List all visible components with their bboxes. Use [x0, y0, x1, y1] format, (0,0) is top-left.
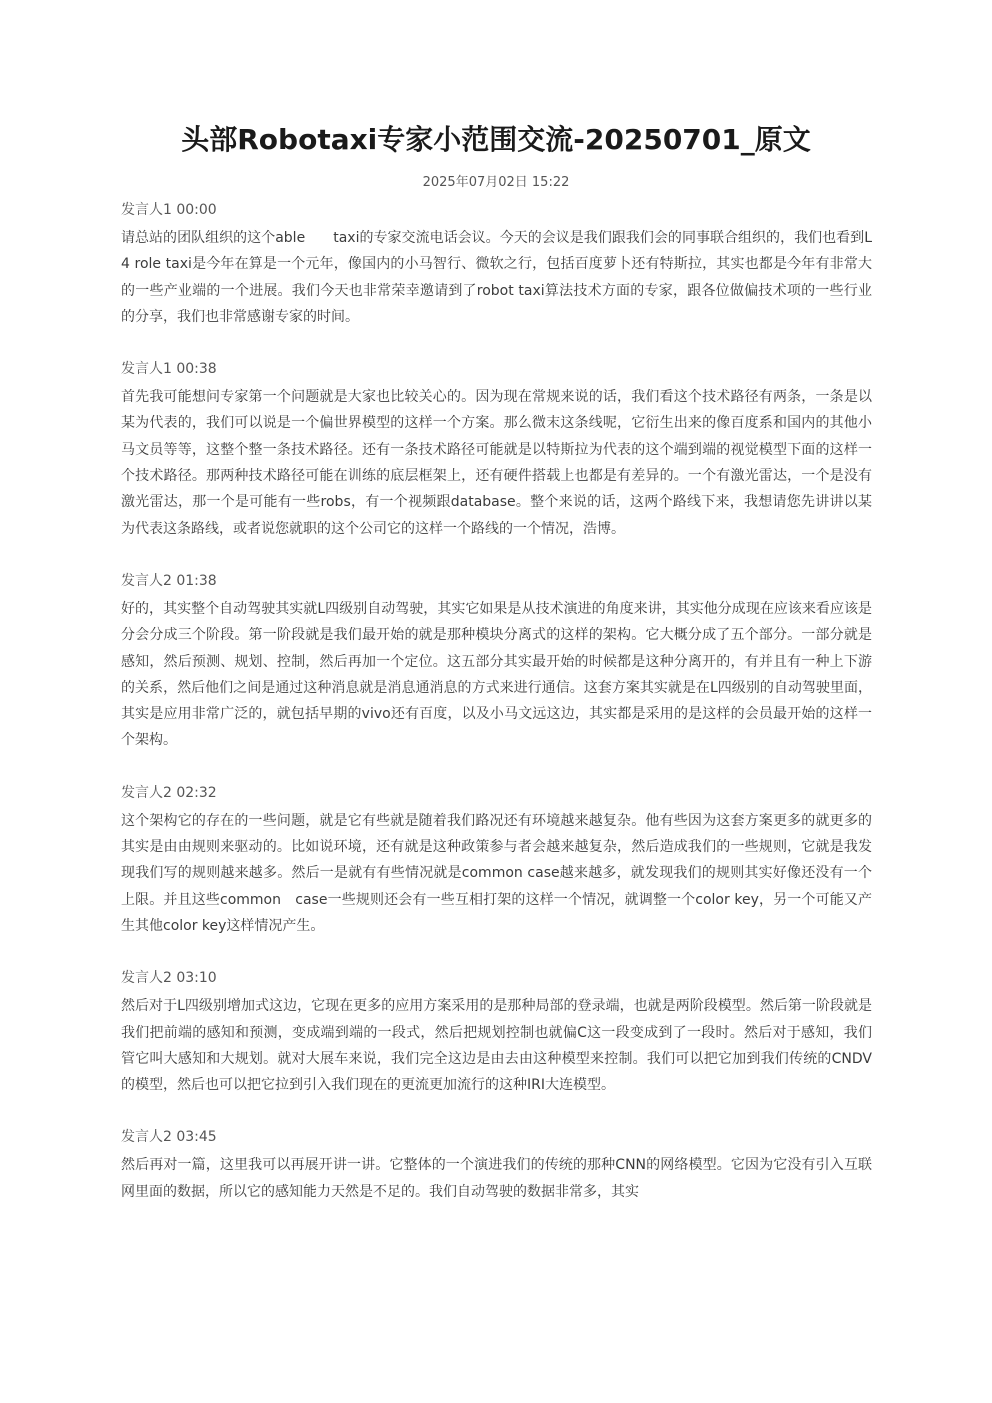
speech-paragraph: 请总站的团队组织的这个able taxi的专家交流电话会议。今天的会议是我们跟我们会的同事联合组织的，我们也看到L4 role taxi是今年在算是一个元年，像国内的小马智行、微软之行，包括百度萝卜还有特斯拉，其实也都是今年有非常大的一些产业端的一个进展。我们今天也非常荣幸邀请到了robot taxi算法技术方面的专家，跟各位做偏技术项的一些行业的分享，我们也非常感谢专家的时间。 [121, 230, 872, 325]
speaker-timestamp: 发言人2 03:10 [121, 970, 217, 987]
speech-paragraph: 好的，其实整个自动驾驶其实就L四级别自动驾驶，其实它如果是从技术演进的角度来讲，其实他分成现在应该来看应该是分会分成三个阶段。第一阶段就是我们最开始的就是那种模块分离式的这样的架构。它大概分成了五个部分。一部分就是感知，然后预测、规划、控制，然后再加一个定位。这五部分其实最开始的时候都是这种分离开的，有并且有一种上下游的关系，然后他们之间是通过这种消息就是消息通消息的方式来进行通信。这套方案其实就是在L四级别的自动驾驶里面，其实是应用非常广泛的，就包括早期的vivo还有百度，以及小马文远这边，其实都是采用的是这样的会员最开始的这样一个架构。 [121, 600, 872, 749]
document-title: 头部Robotaxi专家小范围交流-20250701_原文 [181, 123, 811, 156]
speaker-timestamp: 发言人2 02:32 [121, 784, 217, 801]
speech-paragraph: 首先我可能想问专家第一个问题就是大家也比较关心的。因为现在常规来说的话，我们看这个技术路径有两条，一条是以某为代表的，我们可以说是一个偏世界模型的这样一个方案。那么微末这条线呢，它衍生出来的像百度系和国内的其他小马文员等等，这整个整一条技术路径。还有一条技术路径可能就是以特斯拉为代表的这个端到端的视觉模型下面的这样一个技术路径。那两种技术路径可能在训练的底层框架上，还有硬件搭载上也都是有差异的。一个有激光雷达，一个是没有激光雷达，那一个是可能有一些robs，有一个视频跟database。整个来说的话，这两个路线下来，我想请您先讲讲以某为代表这条路线，或者说您就职的这个公司它的这样一个路线的一个情况，浩博。 [121, 389, 872, 537]
transcript-entry [121, 967, 872, 1098]
speaker-timestamp: 发言人1 00:00 [121, 202, 217, 218]
transcript-entry [121, 199, 872, 330]
speech-paragraph: 然后再对一篇，这里我可以再展开讲一讲。它整体的一个演进我们的传统的那种CNN的网络模型。它因为它没有引入互联网里面的数据，所以它的感知能力天然是不足的。我们自动驾驶的数据非常多，其实 [121, 1157, 872, 1200]
speaker-timestamp: 发言人2 01:38 [121, 572, 217, 589]
document-date: 2025年07月02日 15:22 [422, 175, 570, 190]
transcript [121, 199, 872, 1233]
speaker-timestamp: 发言人2 03:45 [121, 1129, 217, 1146]
transcript-entry [121, 1126, 872, 1205]
speaker-timestamp: 发言人1 00:38 [121, 361, 217, 378]
transcript-entry [121, 358, 872, 542]
speech-paragraph: 这个架构它的存在的一些问题，就是它有些就是随着我们路况还有环境越来越复杂。他有些因为这套方案更多的就更多的其实是由由规则来驱动的。比如说环境，还有就是这种政策参与者会越来越复杂，然后造成我们的一些规则，它就是我发现我们写的规则越来越多。然后一是就有有些情况就是common case越来越多，就发现我们的规则其实好像还没有一个上限。并且这些common case一些规则还会有一些互相打架的这样一个情况，就调整一个color key，另一个可能又产生其他color key这样情况产生。 [121, 812, 872, 934]
speech-paragraph: 然后对于L四级别增加式这边，它现在更多的应用方案采用的是那种局部的登录端，也就是两阶段模型。然后第一阶段就是我们把前端的感知和预测，变成端到端的一段式，然后把规划控制也就偏C这一段变成到了一段时。然后对于感知，我们管它叫大感知和大规划。就对大展车来说，我们完全这边是由去由这种模型来控制。我们可以把它加到我们传统的CNDV的模型，然后也可以把它拉到引入我们现在的更流更加流行的这种IRI大连模型。 [121, 998, 872, 1094]
transcript-entry [121, 782, 872, 939]
transcript-entry [121, 570, 872, 754]
